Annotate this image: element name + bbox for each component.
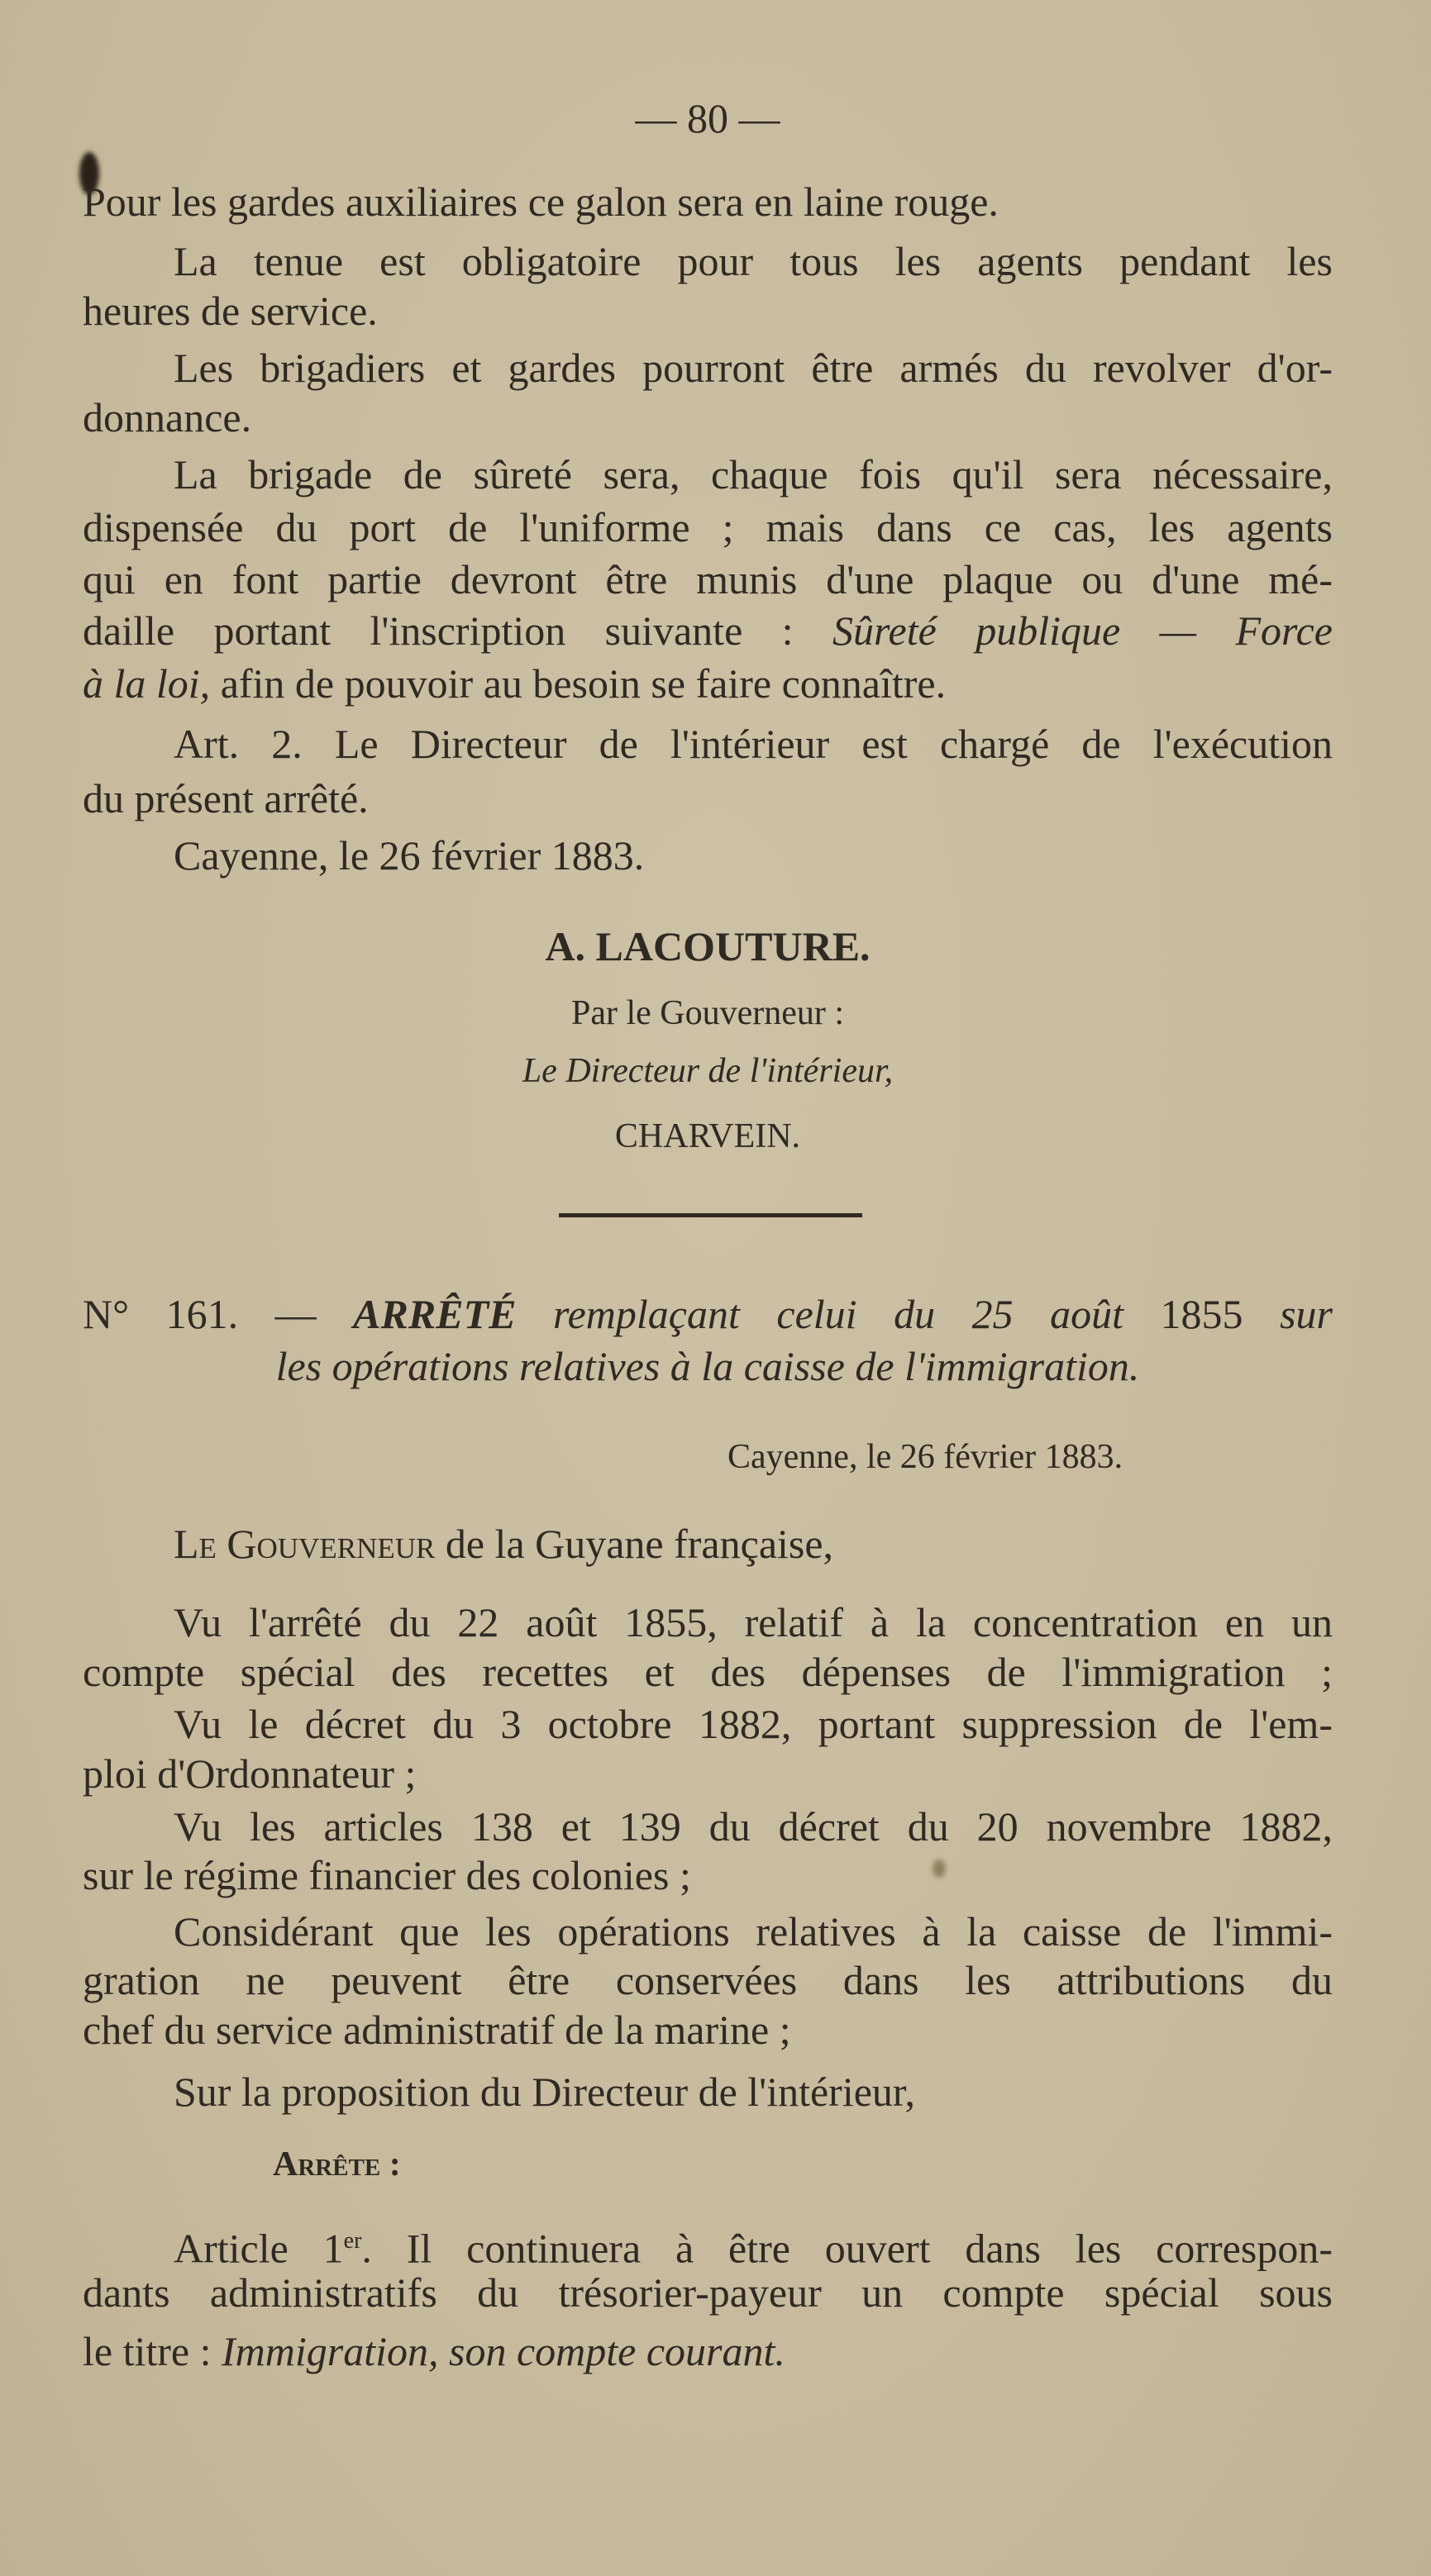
text-line bbox=[83, 917, 1333, 975]
text-line bbox=[83, 602, 1333, 659]
text-line bbox=[83, 388, 1333, 446]
text-segment: daille portant l'inscription suivante : bbox=[83, 607, 832, 654]
text-segment: Par le Gouverneur : bbox=[570, 994, 845, 1032]
text-segment: er bbox=[343, 2228, 362, 2254]
text-line bbox=[83, 1846, 1333, 1904]
text-segment: Vu les articles 138 et 139 du décret du 20 novembre 1882, bbox=[174, 1803, 1333, 1850]
text-segment: Le Gouverneur bbox=[174, 1521, 436, 1567]
page-number: — 80 — bbox=[635, 95, 780, 141]
text-segment: ploi d'Ordonnateur ; bbox=[83, 1750, 417, 1797]
text-segment: Le Directeur de l'intérieur, bbox=[522, 1052, 894, 1090]
text-segment: Article 1 bbox=[174, 2225, 344, 2272]
text-segment: gration ne peuvent être conservées dans les attributions du bbox=[83, 1957, 1333, 2003]
text-line bbox=[83, 769, 1333, 827]
text-line bbox=[83, 282, 1333, 340]
text-segment: sur bbox=[1243, 1291, 1333, 1337]
text-segment: La tenue est obligatoire pour tous les agents pendant les bbox=[174, 238, 1333, 284]
text-segment: qui en font partie devront être munis d'une plaque ou d'une mé- bbox=[83, 556, 1333, 602]
text-line bbox=[83, 1039, 1333, 1097]
text-segment: Arrête : bbox=[273, 2145, 401, 2183]
text-segment: du présent arrêté. bbox=[83, 775, 369, 821]
text-segment: Sur la proposition du Directeur de l'intérieur, bbox=[174, 2069, 916, 2115]
text-segment: compte spécial des recettes et des dépenses de l'immigration ; bbox=[83, 1649, 1333, 1695]
text-segment: Vu le décret du 3 octobre 1882, portant suppression de l'em- bbox=[174, 1701, 1333, 1747]
text-line bbox=[83, 826, 1333, 884]
text-segment: Considérant que les opérations relatives à la caisse de l'immi- bbox=[174, 1908, 1333, 1955]
text-line bbox=[83, 2001, 1333, 2059]
text-segment: . Il continuera à être ouvert dans les correspon- bbox=[361, 2225, 1333, 2272]
text-line bbox=[83, 2063, 1333, 2121]
text-segment: donnance. bbox=[83, 394, 252, 440]
text-line bbox=[83, 173, 1333, 231]
text-segment: Vu l'arrêté du 22 août 1855, relatif à la concentration en un bbox=[174, 1599, 1333, 1645]
text-line bbox=[83, 715, 1333, 773]
text-segment: Immigration, son compte courant. bbox=[222, 2328, 785, 2374]
text-line bbox=[83, 1745, 1333, 1802]
text-segment: CHARVEIN. bbox=[614, 1117, 801, 1155]
text-line bbox=[83, 550, 1333, 608]
text-segment: N° 161. — bbox=[83, 1291, 354, 1337]
text-segment: ARRÊTÉ bbox=[353, 1291, 517, 1337]
text-segment: Sûreté publique — Force bbox=[832, 607, 1333, 654]
text-line bbox=[83, 1643, 1333, 1701]
text-segment: Pour les gardes auxiliaires ce galon sera en laine rouge. bbox=[83, 179, 999, 225]
text-segment: La brigade de sûreté sera, chaque fois qu'il sera nécessaire, bbox=[174, 451, 1333, 498]
text-segment: dispensée du port de l'uniforme ; mais dans ce cas, les agents bbox=[83, 504, 1333, 550]
text-segment: Cayenne, le 26 février 1883. bbox=[174, 832, 645, 879]
text-line bbox=[83, 498, 1333, 556]
text-line bbox=[83, 1104, 1333, 1162]
text-segment: à la loi, bbox=[83, 660, 211, 707]
text-line bbox=[83, 1515, 1333, 1573]
text-line bbox=[83, 2322, 1333, 2380]
text-line bbox=[83, 655, 1333, 712]
text-segment: heures de service. bbox=[83, 288, 378, 334]
text-line bbox=[83, 1337, 1333, 1395]
text-line bbox=[83, 2132, 1333, 2190]
text-line bbox=[727, 1425, 1306, 1483]
text-segment: les opérations relatives à la caisse de l'immigration. bbox=[275, 1343, 1140, 1389]
section-divider bbox=[559, 1213, 862, 1217]
text-segment: chef du service administratif de la marine ; bbox=[83, 2007, 791, 2053]
text-segment: Art. 2. Le Directeur de l'intérieur est chargé de l'exécution bbox=[174, 721, 1333, 767]
text-segment: A. LACOUTURE. bbox=[545, 923, 871, 969]
text-line bbox=[83, 2212, 1333, 2270]
text-line bbox=[83, 981, 1333, 1039]
text-segment: de la Guyane française, bbox=[435, 1521, 834, 1567]
text-segment: remplaçant celui du 25 août bbox=[516, 1291, 1161, 1337]
text-segment: Les brigadiers et gardes pourront être armés du revolver d'or- bbox=[174, 345, 1333, 391]
text-segment: le titre : bbox=[83, 2328, 222, 2374]
text-segment: sur le régime financier des colonies ; bbox=[83, 1852, 691, 1898]
text-line bbox=[83, 1285, 1333, 1343]
text-segment: afin de pouvoir au besoin se faire connaître. bbox=[210, 660, 947, 707]
text-segment: Cayenne, le 26 février 1883. bbox=[727, 1438, 1123, 1476]
text-segment: dants administratifs du trésorier-payeur un compte spécial sous bbox=[83, 2269, 1333, 2316]
text-line bbox=[83, 445, 1333, 503]
text-segment: 1855 bbox=[1160, 1291, 1243, 1337]
text-line bbox=[83, 2264, 1333, 2321]
